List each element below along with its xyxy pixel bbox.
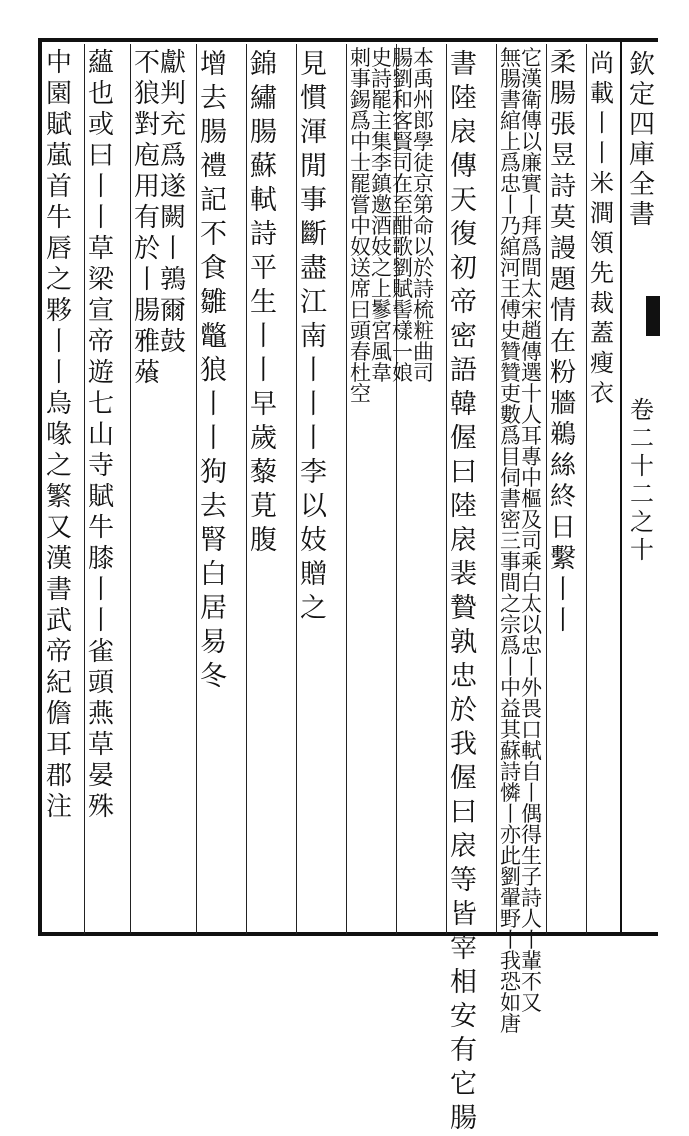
edge-black-tab [646,296,660,336]
edge-book-title: 欽定四庫全書 [628,50,655,230]
column-rule [296,44,297,934]
column-rule [346,44,347,934]
text-column-9: 不獻狼判對充庖爲用遂有闕於丨丨鶉腸爾雅鼓蕵 [134,48,187,388]
text-column-6: 見慣渾閒事斷盡江南丨丨丨李以妓贈之 [300,49,327,624]
column-rule [130,44,131,934]
column-rule [546,44,547,934]
edge-strip [620,40,660,936]
text-column-10: 蘊也或曰丨丨草梁宣帝遊七山寺賦牛膝丨丨雀頭燕草晏殊 [88,48,115,822]
text-column-8: 增去腸禮記不食雛鼈狼丨丨狗去腎白居易冬 [200,49,227,692]
column-rule [246,44,247,934]
text-column-7: 錦繡腸蘇軾詩平生丨丨早歲藜莧腹 [250,49,277,556]
text-column-11: 中園賦葻首牛唇之夥丨丨烏喙之繁又漢書武帝紀儋耳郡注 [46,48,73,822]
column-rule [446,44,447,934]
column-rule [496,44,497,934]
text-column-1: 尚載丨丨米澗領先裁蓋瘦衣 [590,49,614,407]
text-column-2: 柔腸張昱詩莫謾題情在粉牆鵜絲終日繫丨丨 [550,48,577,636]
column-rule [586,44,587,934]
text-column-5: 刺史腸本事詩劉禹錫罷和州爲主客郎中集賢學士李司徒罷鎮在京嘗邀至第中酒酣命奴妓歌以送之劉於席上賦詩曰鬖髻梳頭宮樣粧春風一曲杜韋娘司空 [350,46,434,406]
column-rule [196,44,197,934]
column-rule [84,44,85,934]
edge-volume-label: 卷二十二之十 [630,396,654,564]
text-column-3: 無它腸漢書衛綰傳上以爲廉忠實丨丨乃拜綰爲河間王太傅宋史趙贊傳贊選吏十數人爲耳目專伺中書樞密及三司事乘間白之太宗以爲忠丨丨中外益畏其口蘇軾詩自憐丨丨偶亦得此生劉子翬詩野人丨丨我輩恐不如又唐 [500,46,542,1036]
text-column-4: 書陸扆傳天復初帝密語韓偓曰陸扆裴贄孰忠於我偓曰扆等皆宰相安有它腸 [450,49,477,1134]
